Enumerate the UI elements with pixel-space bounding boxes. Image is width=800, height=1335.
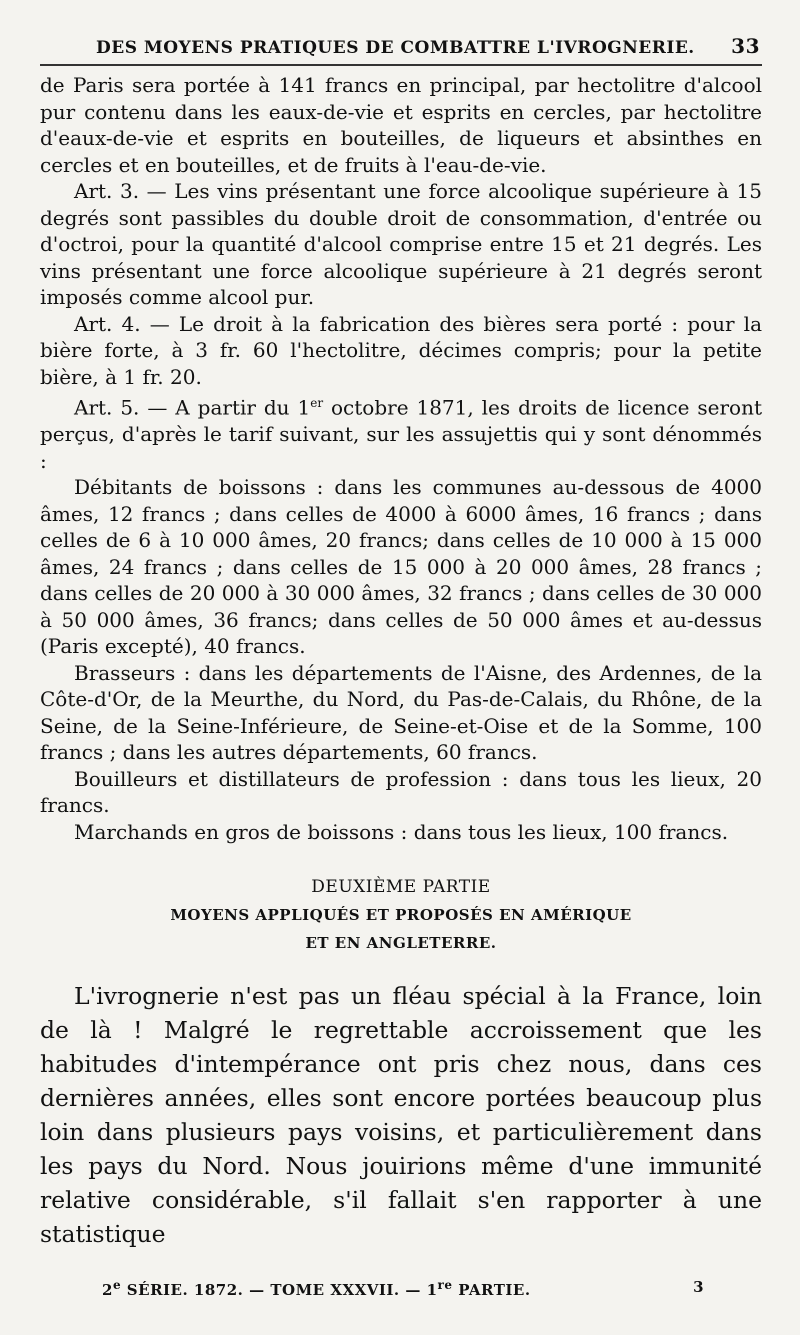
paragraph-art-3: Art. 3. — Les vins présentant une force alcoolique supérieure à 15 degrés sont passibles du double droit de consommation, d'entrée ou d'octroi, pour la quantité d'alcool comprise entre 15 et 21 degrés. Les vins présentant une force alcoolique supérieure à 21 degrés seront imposés comme alcool pur. [40,179,762,309]
signature-footer [40,1278,762,1299]
part-title: DEUXIÈME PARTIE [311,877,491,898]
paragraph-brasseurs: Brasseurs : dans les départements de l'Aisne, des Ardennes, de la Côte-d'Or, de la Meurthe, du Nord, du Pas-de-Calais, du Rhône, de la Seine, de la Seine-Inférieure, de Seine-et-Oise et de la Somme, 100 francs ; dans les autres départements, 60 francs. [40,660,762,765]
running-header [40,28,762,66]
signature-mark [40,1278,531,1299]
paragraph-art-5 [40,390,762,474]
section-text [40,979,762,1251]
main-text [40,72,762,845]
section-paragraph: L'ivrognerie n'est pas un fléau spécial à la France, loin de là ! Malgré le regrettable accroissement que les habitudes d'intempérance ont pris chez nous, dans ces dernières années, elles sont encore portées beaucoup plus loin dans plusieurs pays voisins, et particulièrement dans les pays du Nord. Nous jouirions même d'une immunité relative considérable, s'il fallait s'en rapporter à une statistique [40,982,762,1249]
sig-sup-2: re [437,1278,453,1292]
paragraph-art-4: Art. 4. — Le droit à la fabrication des bières sera porté : pour la bière forte, à 3 fr. 60 l'hectolitre, décimes compris; pour la petite bière, à 1 fr. 20. [40,311,762,389]
paragraph-debitants: Débitants de boissons : dans les communes au-dessous de 4000 âmes, 12 francs ; dans celles de 4000 à 6000 âmes, 16 francs ; dans celles de 6 à 10 000 âmes, 20 francs; dans celles de 10 000 à 15 000 âmes, 24 francs ; dans celles de 15 000 à 20 000 âmes, 28 francs ; dans celles de 20 000 à 30 000 âmes, 32 francs ; dans celles de 30 000 à 50 000 âmes, 36 francs; dans celles de 50 000 âmes et au-dessus (Paris excepté), 40 francs. [40,475,762,659]
sig-mid: SÉRIE. 1872. — TOME XXXVII. — 1 [121,1281,438,1299]
header-title: DES MOYENS PRATIQUES DE COMBATTRE L'IVROGNERIE. [96,38,695,58]
part-subtitle-line-1: MOYENS APPLIQUÉS ET PROPOSÉS EN AMÉRIQUE [170,906,632,925]
art5-after: octobre 1871, les droits de licence seront perçus, d'après le tarif suivant, sur les assujettis qui y sont dénommés : [40,395,762,473]
sig-sup-1: e [112,1278,122,1292]
paragraph-continuation: de Paris sera portée à 141 francs en principal, par hectolitre d'alcool pur contenu dans les eaux-de-vie et esprits en cercles, par hectolitre d'eaux-de-vie et esprits en bouteilles, de liqueurs et absinthes en cercles et en bouteilles, et de fruits à l'eau-de-vie. [40,73,762,177]
art5-before: Art. 5. — A partir du 1 [74,395,311,420]
sig-before: 2 [102,1281,113,1299]
signature-number: 3 [693,1278,704,1296]
document-page [40,28,762,1251]
art5-superscript: er [310,396,324,410]
page-number: 33 [731,34,760,58]
paragraph-bouilleurs: Bouilleurs et distillateurs de profession : dans tous les lieux, 20 francs. [40,766,762,818]
part-subtitle-line-2: ET EN ANGLETERRE. [305,934,497,953]
sig-after: PARTIE. [452,1281,531,1299]
paragraph-marchands: Marchands en gros de boissons : dans tous les lieux, 100 francs. [74,819,729,844]
